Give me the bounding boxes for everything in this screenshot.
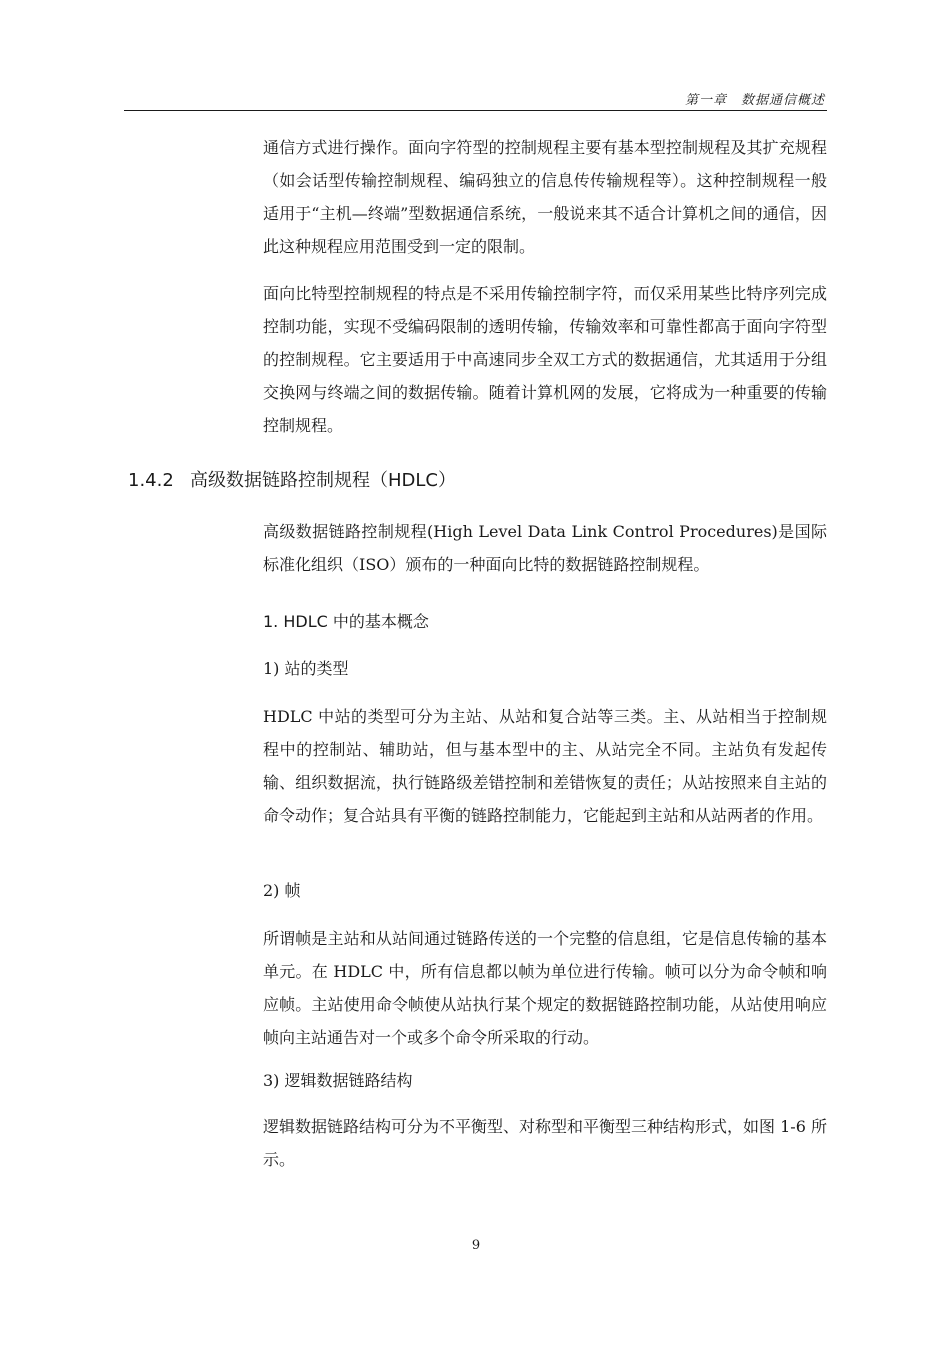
paragraph-logical-link-structure: 逻辑数据链路结构可分为不平衡型、对称型和平衡型三种结构形式，如图 1-6 所示。 xyxy=(263,1117,827,1169)
section-number: 1.4.2 xyxy=(128,470,174,491)
item-heading-logical-link-structure: 3) 逻辑数据链路结构 xyxy=(263,1071,413,1090)
running-header xyxy=(124,89,827,111)
subsection-heading: 1. HDLC 中的基本概念 xyxy=(263,612,429,631)
paragraph-frame: 所谓帧是主站和从站间通过链路传送的一个完整的信息组，它是信息传输的基本单元。在 HDLC 中，所有信息都以帧为单位进行传输。帧可以分为命令帧和响应帧。主站使用命令帧使从站执行某个规定的数据链路控制功能，从站使用响应帧向主站通告对一个或多个命令所采取的行动。 xyxy=(263,929,827,1047)
item-heading-frame: 2) 帧 xyxy=(263,881,301,900)
paragraph-hdlc-intro: 高级数据链路控制规程(High Level Data Link Control Procedures)是国际标准化组织（ISO）颁布的一种面向比特的数据链路控制规程。 xyxy=(263,522,827,574)
section-title: 高级数据链路控制规程（HDLC） xyxy=(190,470,456,491)
paragraph-char-oriented-protocols: 通信方式进行操作。面向字符型的控制规程主要有基本型控制规程及其扩充规程（如会话型传输控制规程、编码独立的信息传传输规程等）。这种控制规程一般适用于“主机—终端”型数据通信系统，一般说来其不适合计算机之间的通信，因此这种规程应用范围受到一定的限制。 xyxy=(263,138,827,256)
paragraph-station-types: HDLC 中站的类型可分为主站、从站和复合站等三类。主、从站相当于控制规程中的控制站、辅助站，但与基本型中的主、从站完全不同。主站负有发起传输、组织数据流，执行链路级差错控制和差错恢复的责任；从站按照来自主站的命令动作；复合站具有平衡的链路控制能力，它能起到主站和从站两者的作用。 xyxy=(263,707,827,825)
item-heading-station-types: 1) 站的类型 xyxy=(263,659,349,678)
paragraph-bit-oriented-protocols: 面向比特型控制规程的特点是不采用传输控制字符，而仅采用某些比特序列完成控制功能，实现不受编码限制的透明传输，传输效率和可靠性都高于面向字符型的控制规程。它主要适用于中高速同步全双工方式的数据通信，尤其适用于分组交换网与终端之间的数据传输。随着计算机网的发展，它将成为一种重要的传输控制规程。 xyxy=(263,284,827,435)
section-heading xyxy=(128,467,456,495)
page-number: 9 xyxy=(471,1238,481,1253)
chapter-title: 第一章 数据通信概述 xyxy=(684,93,825,108)
